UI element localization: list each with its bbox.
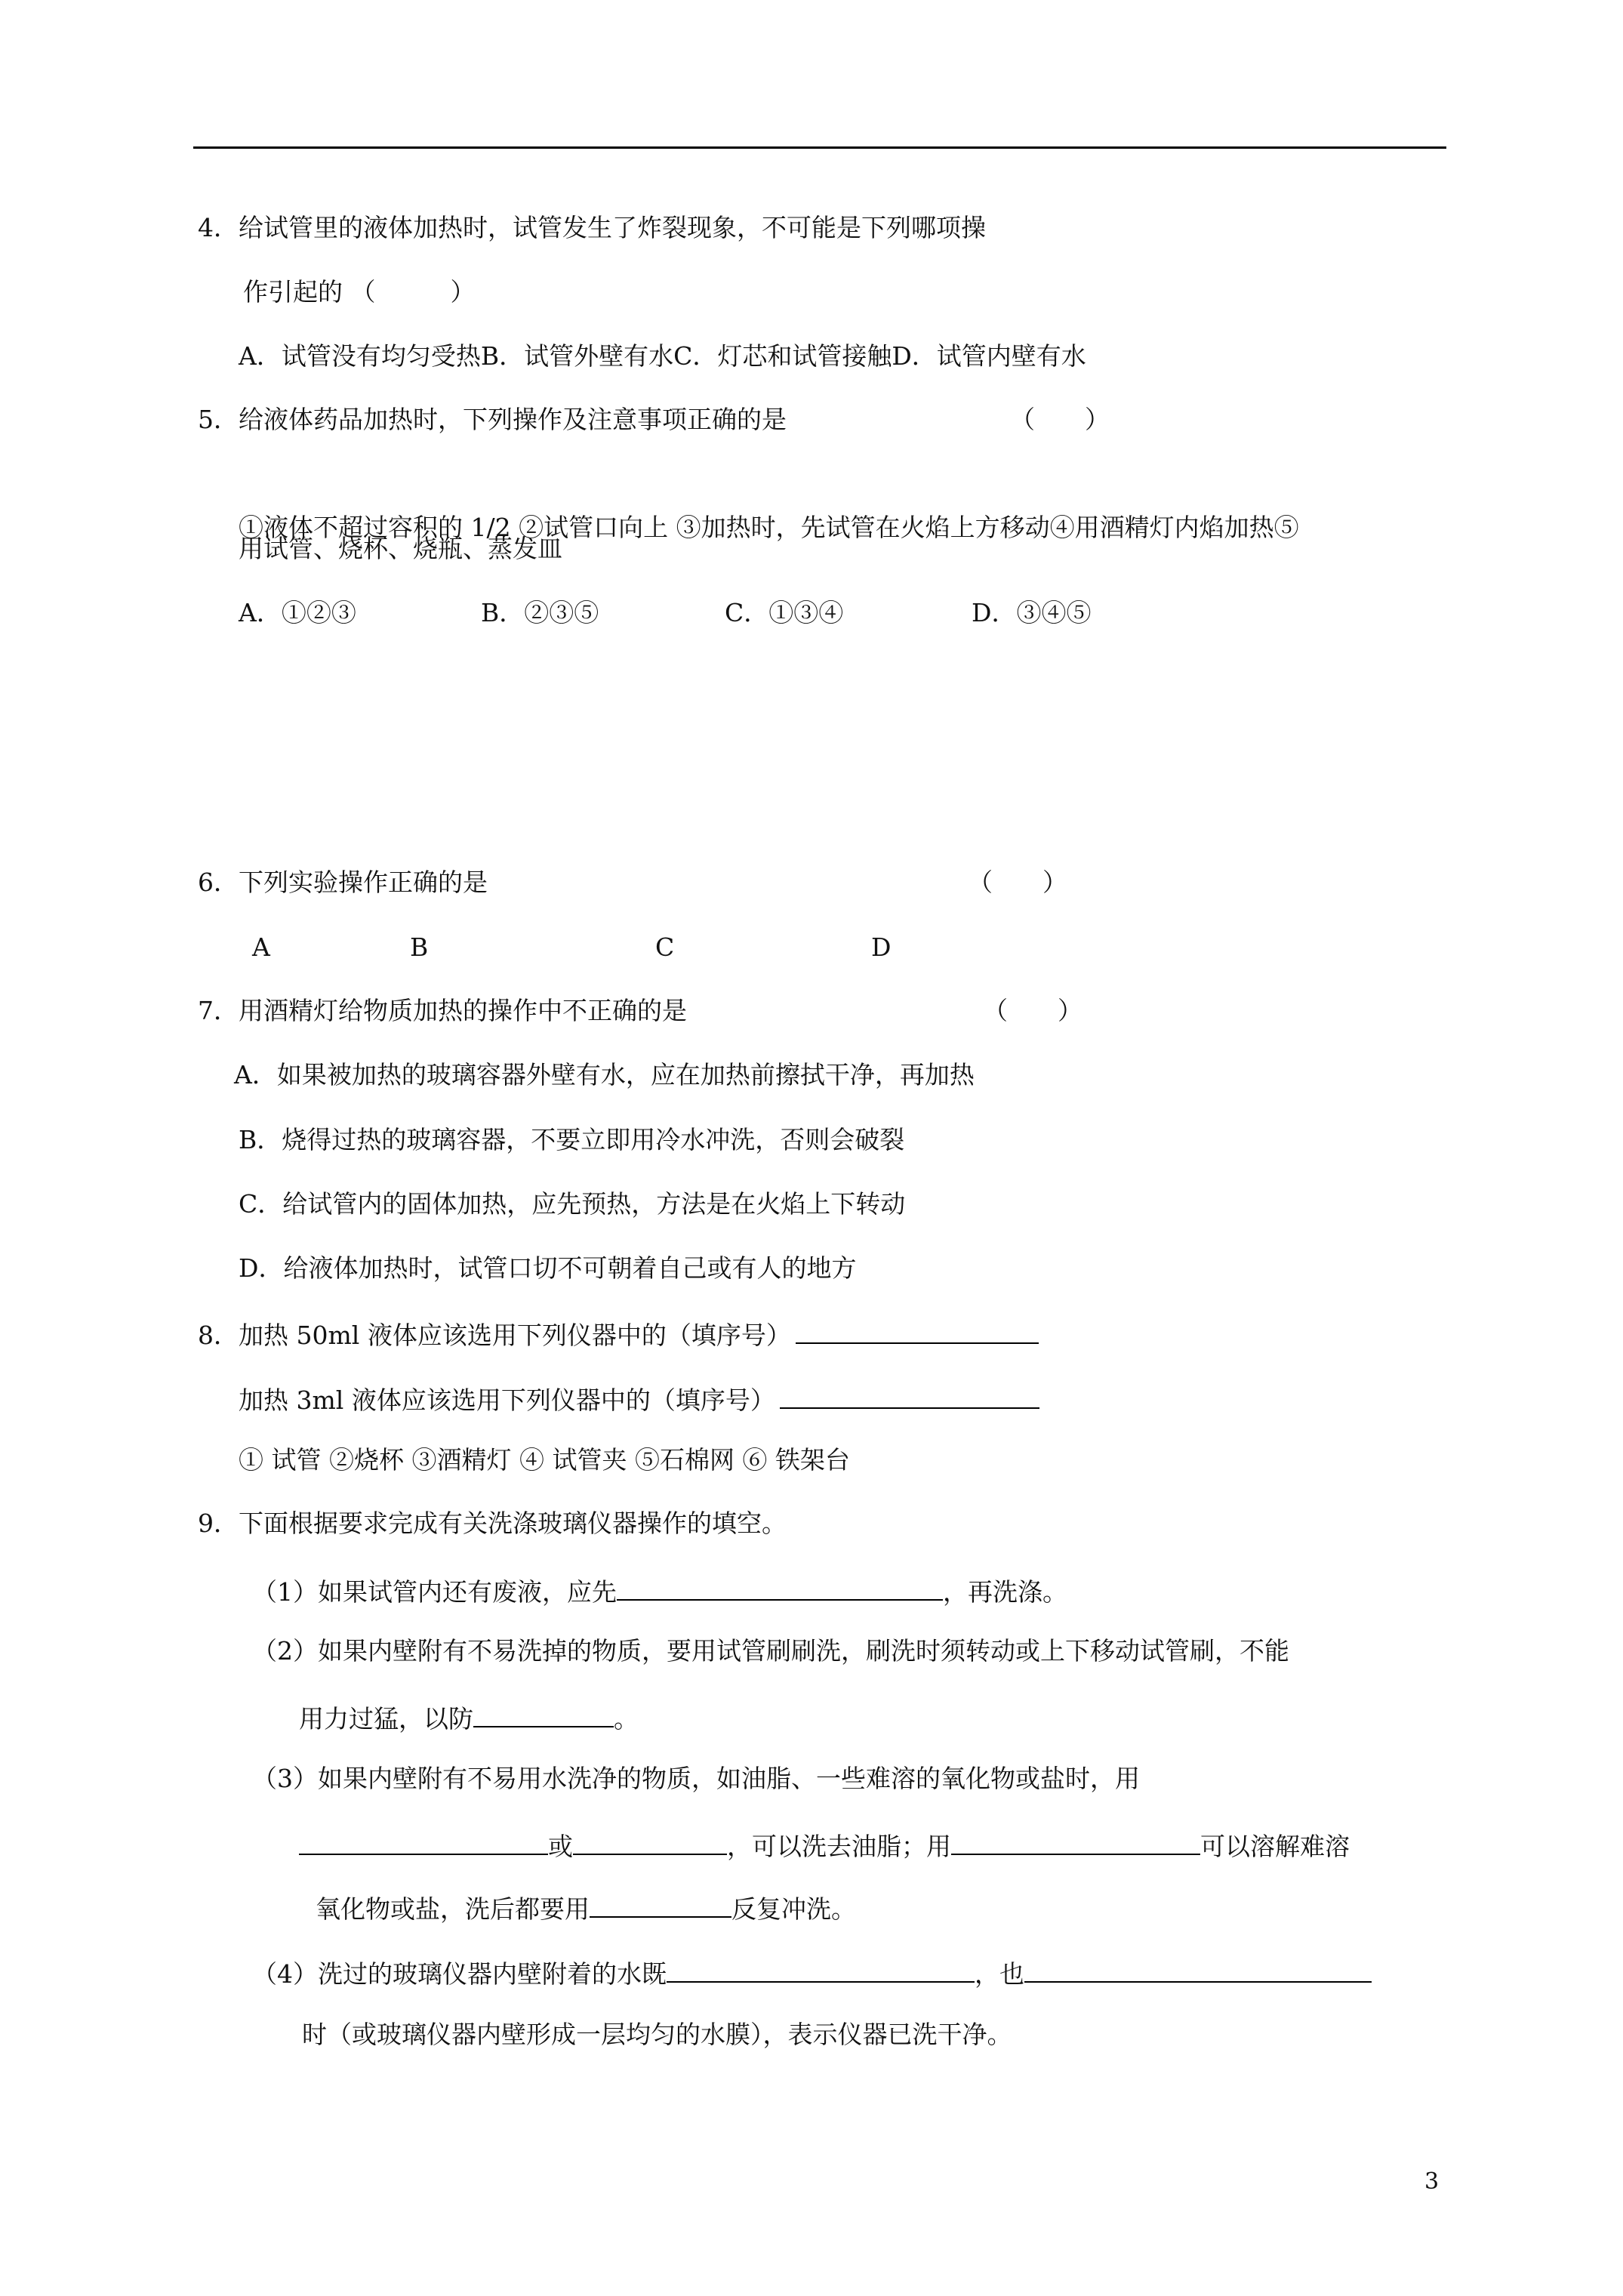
q9-part2-blank[interactable] — [473, 1699, 614, 1727]
q5-option-a: A．①②③ — [239, 598, 356, 627]
q9-part4-text-b: ，也 — [975, 1959, 1024, 1989]
q9-part1-text-b: ，再洗涤。 — [943, 1577, 1067, 1607]
header-rule — [193, 146, 1446, 149]
q9-part3-text-e: 反复冲洗。 — [731, 1894, 856, 1924]
q5-option-c: C．①③④ — [725, 598, 844, 627]
q9-part3-line3 — [316, 1889, 856, 1926]
q9-part3-blank-4[interactable] — [590, 1889, 731, 1918]
q8-line2-text: 加热 3ml 液体应该选用下列仪器中的（填序号） — [239, 1385, 775, 1415]
q8-line1-text: 8．加热 50ml 液体应该选用下列仪器中的（填序号） — [198, 1321, 791, 1350]
q5-option-b: B．②③⑤ — [481, 598, 599, 627]
q7-option-b: B．烧得过热的玻璃容器，不要立即用冷水冲洗，否则会破裂 — [239, 1125, 905, 1154]
q7-answer-paren: （ ） — [983, 996, 1083, 1025]
q4-options: A．试管没有均匀受热B．试管外壁有水C．灯芯和试管接触D．试管内壁有水 — [239, 341, 1086, 371]
q4-stem-line1: 4．给试管里的液体加热时，试管发生了炸裂现象，不可能是下列哪项操 — [198, 213, 986, 242]
q9-part4-blank-1[interactable] — [667, 1954, 975, 1983]
q9-part4-line2: 时（或玻璃仪器内壁形成一层均匀的水膜），表示仪器已洗干净。 — [302, 2020, 1012, 2049]
q5-option-d: D．③④⑤ — [972, 598, 1092, 627]
q9-part3-blank-1[interactable] — [299, 1826, 548, 1855]
q6-label-d: D — [871, 932, 892, 962]
q9-part4-text-a: （4）洗过的玻璃仪器内壁附着的水既 — [252, 1959, 667, 1989]
q9-part2-line1: （2）如果内壁附有不易洗掉的物质，要用试管刷刷洗，刷洗时须转动或上下移动试管刷，不能 — [252, 1636, 1289, 1666]
q8-line2 — [239, 1380, 1039, 1417]
q7-option-c: C．给试管内的固体加热，应先预热，方法是在火焰上下转动 — [239, 1189, 906, 1219]
q9-part2-text-a: 用力过猛，以防 — [299, 1704, 473, 1734]
q6-answer-paren: （ ） — [968, 868, 1067, 897]
q5-stem: 5．给液体药品加热时，下列操作及注意事项正确的是 — [198, 405, 787, 434]
q9-part1-blank[interactable] — [617, 1572, 943, 1601]
q9-part3-blank-2[interactable] — [573, 1826, 727, 1855]
q8-answer-blank-2[interactable] — [780, 1380, 1039, 1409]
q9-part1 — [252, 1572, 1067, 1609]
q9-part3-line1: （3）如果内壁附有不易用水洗净的物质，如油脂、一些难溶的氧化物或盐时，用 — [252, 1764, 1140, 1793]
q6-label-c: C — [655, 932, 675, 962]
q7-option-d: D．给液体加热时，试管口切不可朝着自己或有人的地方 — [239, 1253, 857, 1283]
q9-part2-line2 — [299, 1699, 639, 1736]
q9-part3-text-b: ，可以洗去油脂；用 — [727, 1832, 951, 1861]
q8-answer-blank-1[interactable] — [796, 1315, 1039, 1344]
q9-part3-blank-3[interactable] — [951, 1826, 1200, 1855]
q5-items-line2: 用试管、烧杯、烧瓶、蒸发皿 — [239, 534, 562, 563]
q8-instrument-list: ① 试管 ②烧杯 ③酒精灯 ④ 试管夹 ⑤石棉网 ⑥ 铁架台 — [239, 1445, 850, 1475]
q6-label-a: A — [252, 932, 270, 962]
q8-line1 — [198, 1315, 1039, 1352]
q5-answer-paren: （ ） — [1010, 405, 1110, 434]
q5-items-line1: ①液体不超过容积的 1/2 ②试管口向上 ③加热时，先试管在火焰上方移动④用酒精灯内焰加热⑤ — [239, 513, 1299, 542]
q6-stem: 6．下列实验操作正确的是 — [198, 868, 488, 897]
q9-part2-text-b: 。 — [614, 1704, 639, 1734]
q9-part1-text-a: （1）如果试管内还有废液，应先 — [252, 1577, 617, 1607]
q7-stem: 7．用酒精灯给物质加热的操作中不正确的是 — [198, 996, 687, 1025]
q9-part3-line2 — [299, 1826, 1350, 1863]
q9-part3-text-a: 或 — [548, 1832, 573, 1861]
q9-part3-text-d: 氧化物或盐，洗后都要用 — [316, 1894, 590, 1924]
q9-part3-text-c: 可以溶解难溶 — [1200, 1832, 1350, 1861]
q6-label-b: B — [410, 932, 429, 962]
q7-option-a: A．如果被加热的玻璃容器外壁有水，应在加热前擦拭干净，再加热 — [234, 1060, 975, 1089]
q9-part4-blank-2[interactable] — [1024, 1954, 1372, 1983]
q9-part4-line1 — [252, 1954, 1372, 1991]
q9-stem: 9．下面根据要求完成有关洗涤玻璃仪器操作的填空。 — [198, 1509, 787, 1538]
page-number: 3 — [1424, 2168, 1440, 2195]
q4-stem-line2: 作引起的 （ ） — [243, 277, 476, 307]
